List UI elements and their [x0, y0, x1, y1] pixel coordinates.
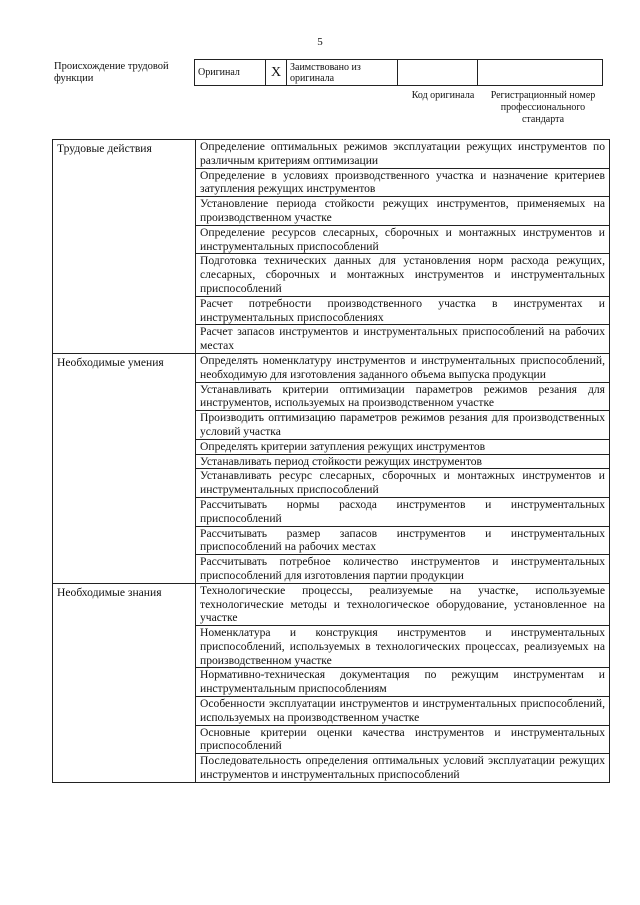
table-cell-item: Расчет запасов инструментов и инструментальных приспособлений на рабочих местах: [196, 325, 610, 354]
table-row: [53, 140, 610, 169]
original-code-label: Код оригинала: [411, 90, 475, 101]
table-cell-item: Установление периода стойкости режущих инструментов, применяемых на производственном участке: [196, 197, 610, 226]
table-cell-item: Нормативно-техническая документация по режущим инструментам и инструментальным приспособлениям: [196, 668, 610, 697]
section-label: Необходимые знания: [53, 583, 196, 782]
original-cell: Оригинал: [195, 60, 266, 86]
table-cell-item: Расчет потребности производственного участка в инструментах и инструментальных приспособлениях: [196, 296, 610, 325]
registration-number-label: Регистрационный номер профессионального стандарта: [490, 90, 596, 125]
table-cell-item: Определять номенклатуру инструментов и инструментальных приспособлений, необходимую для изготовления заданного объема выпуска продукции: [196, 353, 610, 382]
table-cell-item: Устанавливать ресурс слесарных, сборочных и монтажных инструментов и инструментальных приспособлений: [196, 469, 610, 498]
table-cell-item: Определение в условиях производственного участка и назначение критериев затупления режущих инструментов: [196, 168, 610, 197]
table-cell-item: Рассчитывать размер запасов инструментов и инструментальных приспособлений на рабочих местах: [196, 526, 610, 555]
origin-label: Происхождение трудовой функции: [54, 61, 169, 84]
table-cell-item: Рассчитывать потребное количество инструментов и инструментальных приспособлений для изготовления партии продукции: [196, 555, 610, 584]
table-cell-item: Технологические процессы, реализуемые на участке, используемые технологические методы и технологическое оборудование, установленное на участке: [196, 583, 610, 625]
table-cell-item: Определять критерии затупления режущих инструментов: [196, 439, 610, 454]
table-cell-item: Устанавливать период стойкости режущих инструментов: [196, 454, 610, 469]
section-label: Необходимые умения: [53, 353, 196, 583]
table-cell-item: Особенности эксплуатации инструментов и инструментальных приспособлений, используемых на производственном участке: [196, 697, 610, 726]
table-cell-item: Номенклатура и конструкция инструментов и инструментальных приспособлений, используемых в технологических процессах, реализуемых на производственном участке: [196, 626, 610, 668]
table-cell-item: Основные критерии оценки качества инструментов и инструментальных приспособлений: [196, 725, 610, 754]
table-cell-item: Определение оптимальных режимов эксплуатации режущих инструментов по различным критериям оптимизации: [196, 140, 610, 169]
table-cell-item: Определение ресурсов слесарных, сборочных и монтажных инструментов и инструментальных приспособлений: [196, 225, 610, 254]
borrowed-cell: Заимствовано из оригинала: [287, 60, 398, 86]
section-label: Трудовые действия: [53, 140, 196, 354]
table-cell-item: Подготовка технических данных для установления норм расхода режущих, слесарных, сборочных и монтажных инструментов и инструментальных приспособлений: [196, 254, 610, 296]
registration-number-cell: [478, 60, 603, 86]
table-row: [53, 353, 610, 382]
table-cell-item: Последовательность определения оптимальных условий эксплуатации режущих инструментов и инструментальных приспособлений: [196, 754, 610, 783]
table-cell-item: Рассчитывать нормы расхода инструментов и инструментальных приспособлений: [196, 497, 610, 526]
original-mark: X: [266, 60, 287, 86]
original-code-cell: [398, 60, 478, 86]
origin-table: [194, 59, 603, 86]
table-cell-item: Устанавливать критерии оптимизации параметров режимов резания для инструментов, используемых на производственном участке: [196, 382, 610, 411]
function-table: [52, 139, 610, 783]
table-cell-item: Производить оптимизацию параметров режимов резания для производственных условий участка: [196, 411, 610, 440]
page-number: 5: [317, 36, 323, 48]
table-row: [53, 583, 610, 625]
